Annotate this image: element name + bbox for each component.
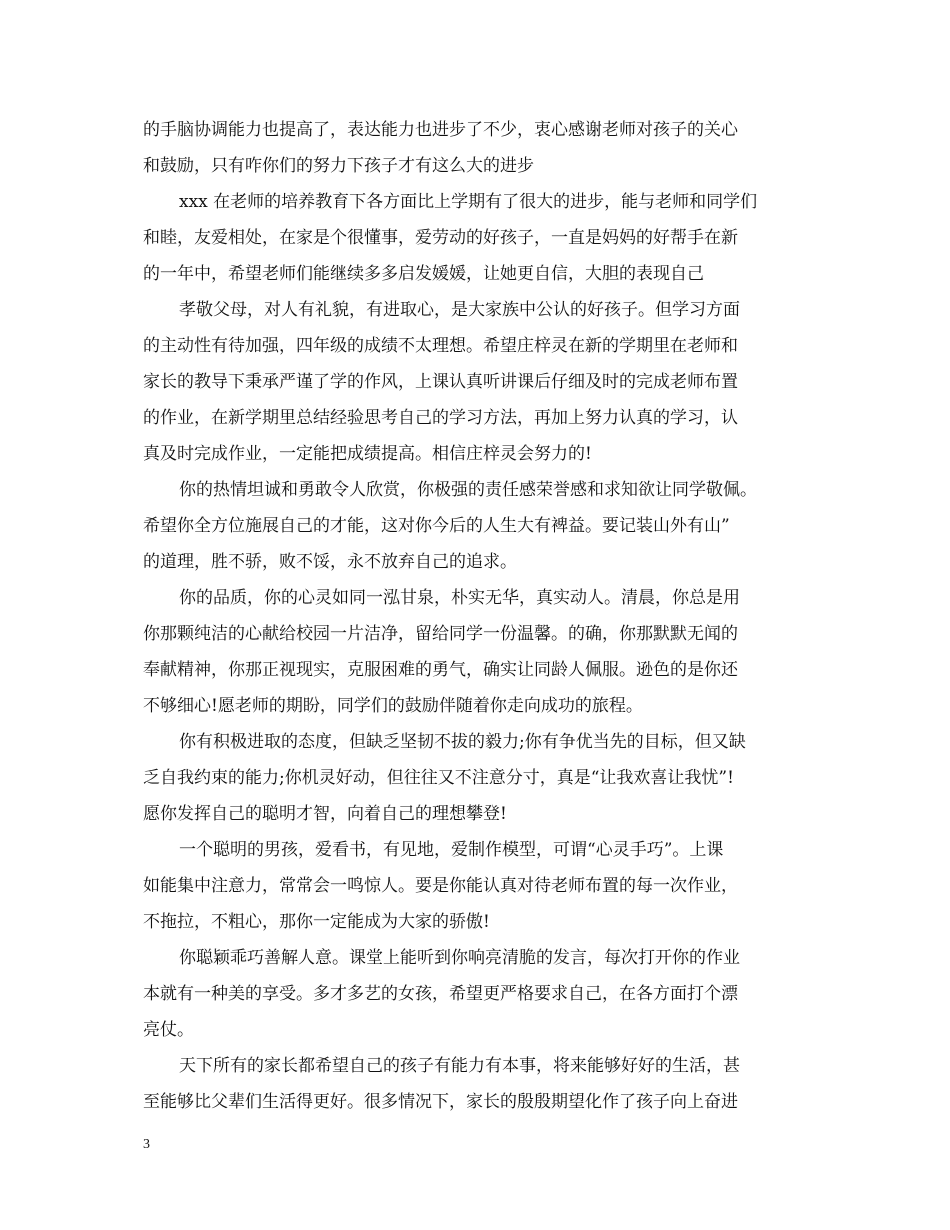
text-line: 天下所有的家长都希望自己的孩子有能力有本事，将来能够好好的生活，甚 <box>179 1056 740 1076</box>
text-line: xxx 在老师的培养教育下各方面比上学期有了很大的进步，能与老师和同学们 <box>179 192 758 212</box>
text-line: 不够细心!愿老师的期盼，同学们的鼓励伴随着你走向成功的旅程。 <box>143 696 643 716</box>
text-line: 你的品质，你的心灵如同一泓甘泉，朴实无华，真实动人。清晨，你总是用 <box>179 588 740 608</box>
text-line: 你那颗纯洁的心献给校园一片洁净，留给同学一份温馨。的确，你那默默无闻的 <box>143 624 738 644</box>
text-line: 的道理，胜不骄，败不馁，永不放弃自己的追求。 <box>143 552 517 572</box>
text-line: 你的热情坦诚和勇敢令人欣赏，你极强的责任感荣誉感和求知欲让同学敬佩。 <box>179 480 757 500</box>
text-line: 一个聪明的男孩，爱看书，有见地，爱制作模型，可谓“心灵手巧”。上课 <box>179 840 724 860</box>
document-body <box>143 112 815 1120</box>
text-line: 愿你发挥自己的聪明才智，向着自己的理想攀登! <box>143 804 507 824</box>
text-line: 亮仗。 <box>143 1020 194 1040</box>
text-line: 奉献精神，你那正视现实，克服困难的勇气，确实让同龄人佩服。逊色的是你还 <box>143 660 738 680</box>
text-line: 不拖拉，不粗心，那你一定能成为大家的骄傲! <box>143 912 490 932</box>
page-number: 3 <box>143 1137 150 1152</box>
text-line: 的一年中，希望老师们能继续多多启发媛媛，让她更自信，大胆的表现自己 <box>143 264 704 284</box>
text-line: 乏自我约束的能力;你机灵好动，但往往又不注意分寸，真是“让我欢喜让我忧”! <box>143 768 734 788</box>
text-line: 的手脑协调能力也提高了，表达能力也进步了不少，衷心感谢老师对孩子的关心 <box>143 120 738 140</box>
text-line: 家长的教导下秉承严谨了学的作风，上课认真听讲课后仔细及时的完成老师布置 <box>143 372 738 392</box>
text-line: 的作业，在新学期里总结经验思考自己的学习方法，再加上努力认真的学习，认 <box>143 408 738 428</box>
text-line: 本就有一种美的享受。多才多艺的女孩，希望更严格要求自己，在各方面打个漂 <box>143 984 738 1004</box>
text-line: 你聪颖乖巧善解人意。课堂上能听到你响亮清脆的发言，每次打开你的作业 <box>179 948 740 968</box>
text-line: 至能够比父辈们生活得更好。很多情况下，家长的殷殷期望化作了孩子向上奋进 <box>143 1092 738 1112</box>
text-line: 如能集中注意力，常常会一鸣惊人。要是你能认真对待老师布置的每一次作业， <box>143 876 738 896</box>
text-line: 希望你全方位施展自己的才能，这对你今后的人生大有裨益。要记装山外有山” <box>143 516 730 536</box>
text-line: 的主动性有待加强，四年级的成绩不太理想。希望庄梓灵在新的学期里在老师和 <box>143 336 738 356</box>
text-line: 孝敬父母，对人有礼貌，有进取心，是大家族中公认的好孩子。但学习方面 <box>179 300 740 320</box>
text-line: 真及时完成作业，一定能把成绩提高。相信庄梓灵会努力的! <box>143 444 592 464</box>
text-line: 和鼓励，只有咋你们的努力下孩子才有这么大的进步 <box>143 156 534 176</box>
text-line: 和睦，友爱相处，在家是个很懂事，爱劳动的好孩子，一直是妈妈的好帮手在新 <box>143 228 738 248</box>
text-line: 你有积极进取的态度，但缺乏坚韧不拔的毅力;你有争优当先的目标，但又缺 <box>179 732 746 752</box>
